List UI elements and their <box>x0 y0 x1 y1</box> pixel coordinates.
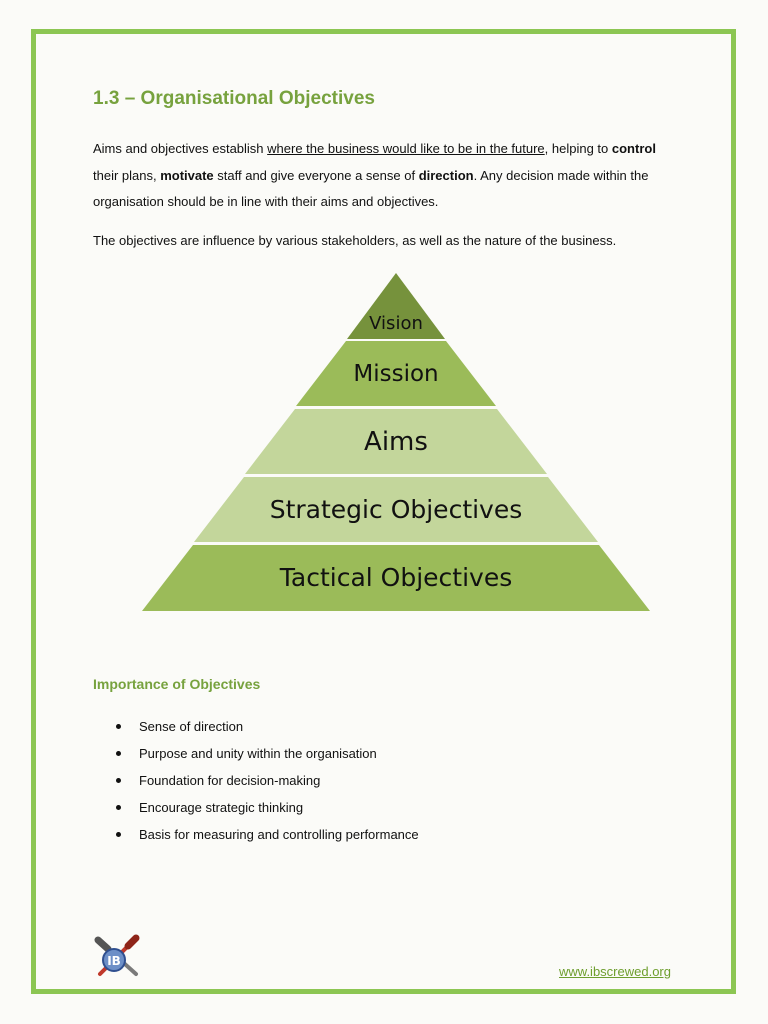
stakeholders-paragraph: The objectives are influence by various stakeholders, as well as the nature of the business. <box>93 233 617 248</box>
intro-bold-control: control <box>611 141 656 156</box>
intro-underlined-text: where the business would like to be in the future <box>267 141 545 156</box>
list-item: Basis for measuring and controlling performance <box>110 821 419 848</box>
section-heading: 1.3 – Organisational Objectives <box>93 88 375 109</box>
intro-text-7: staff and give everyone a sense of <box>213 167 419 183</box>
ibscrewed-logo <box>92 934 142 980</box>
pyramid-label-mission: Mission <box>353 361 439 387</box>
pyramid-label-tactical: Tactical Objectives <box>279 563 513 592</box>
list-item: Sense of direction <box>110 713 419 740</box>
intro-bold-direction: direction <box>418 167 474 183</box>
pyramid-label-vision: Vision <box>369 313 423 334</box>
website-link[interactable]: www.ibscrewed.org <box>559 964 671 979</box>
list-item: Encourage strategic thinking <box>110 794 419 821</box>
list-item: Foundation for decision-making <box>110 767 419 794</box>
intro-text-1: Aims and objectives establish <box>93 141 268 156</box>
intro-text-9: . Any decision made within the organisation should be in line with their aims and objectives. <box>93 167 649 209</box>
importance-heading: Importance of Objectives <box>93 676 261 692</box>
intro-bold-motivate: motivate <box>160 167 214 183</box>
importance-list <box>110 713 419 848</box>
list-item: Purpose and unity within the organisation <box>110 740 419 767</box>
intro-text-3: , helping to <box>544 141 612 156</box>
intro-text-5: their plans, <box>93 167 161 183</box>
pyramid-label-aims: Aims <box>364 427 428 457</box>
pyramid-label-strategic: Strategic Objectives <box>269 495 523 524</box>
logo-text: IB <box>107 954 121 968</box>
